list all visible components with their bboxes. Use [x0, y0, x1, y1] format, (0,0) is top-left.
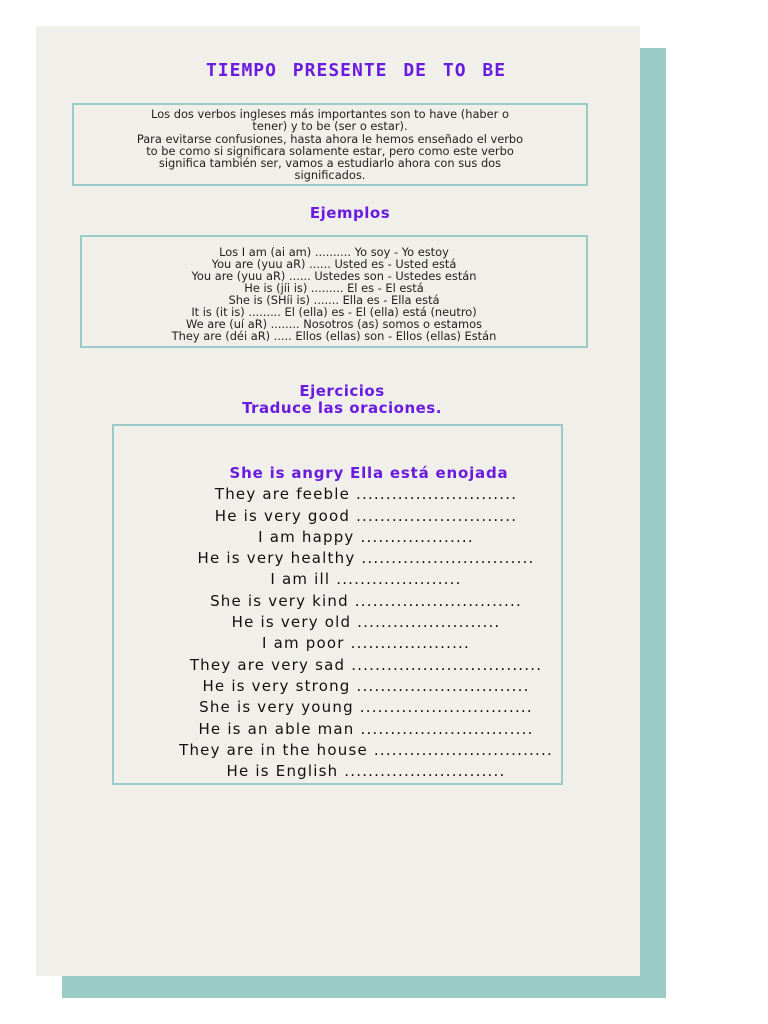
exercise-item: He is very healthy ............................. [197, 549, 535, 568]
intro-line: tener) y to be (ser o estar). [252, 119, 408, 134]
exercise-item: She is very kind ............................ [210, 591, 522, 610]
exercise-item: He is very old ........................ [231, 613, 501, 632]
intro-box [72, 103, 588, 186]
intro-line: to be como si significara solamente estar, pero como este verbo [146, 143, 514, 158]
exercises-instruction: Traduce las oraciones. [242, 399, 442, 417]
example-line: You are (yuu aR) ...... Ustedes son - Ustedes están [191, 269, 477, 283]
exercises-title: Ejercicios [299, 382, 385, 400]
intro-line: significados. [294, 168, 366, 183]
exercise-item: He is very strong ............................. [202, 676, 530, 695]
example-line: He is (jíi is) ......... El es - El está [244, 281, 424, 295]
exercise-example: She is angry Ella está enojada [229, 464, 509, 482]
exercise-item: They are feeble ........................... [214, 485, 518, 504]
exercise-item: I am happy ................... [258, 527, 474, 546]
example-line: It is (it is) ......... El (ella) es - El (ella) está (neutro) [191, 305, 477, 319]
exercise-item: She is very young ............................. [199, 698, 533, 717]
exercise-item: He is English ........................... [226, 762, 506, 781]
exercise-item: They are in the house .............................. [179, 740, 553, 759]
exercise-item: I am poor .................... [262, 634, 470, 653]
exercise-item: He is very good ........................... [214, 506, 518, 525]
exercises-heading [0, 383, 726, 417]
intro-line: Para evitarse confusiones, hasta ahora le hemos enseñado el verbo [136, 131, 524, 146]
example-line: You are (yuu aR) ...... Usted es - Usted está [211, 257, 457, 271]
exercise-item: He is an able man ............................. [198, 719, 534, 738]
example-line: She is (SHíi is) ....... Ella es - Ella está [228, 293, 440, 307]
example-line: Los I am (ai am) .......... Yo soy - Yo estoy [219, 245, 449, 259]
page-title: TIEMPO PRESENTE DE TO BE [205, 60, 507, 81]
exercise-list [0, 463, 732, 782]
exercise-item: They are very sad ................................ [189, 655, 543, 674]
example-line: They are (déi aR) ..... Ellos (ellas) son - Ellos (ellas) Están [171, 329, 497, 343]
examples-box [80, 235, 588, 348]
intro-line: significa también ser, vamos a estudiarlo ahora con sus dos [158, 156, 502, 171]
intro-line: Los dos verbos ingleses más importantes son to have (haber o [151, 107, 509, 121]
example-line: We are (uí aR) ........ Nosotros (as) somos o estamos [186, 317, 482, 331]
exercise-item: I am ill ..................... [270, 570, 462, 589]
examples-heading: Ejemplos [309, 204, 391, 222]
